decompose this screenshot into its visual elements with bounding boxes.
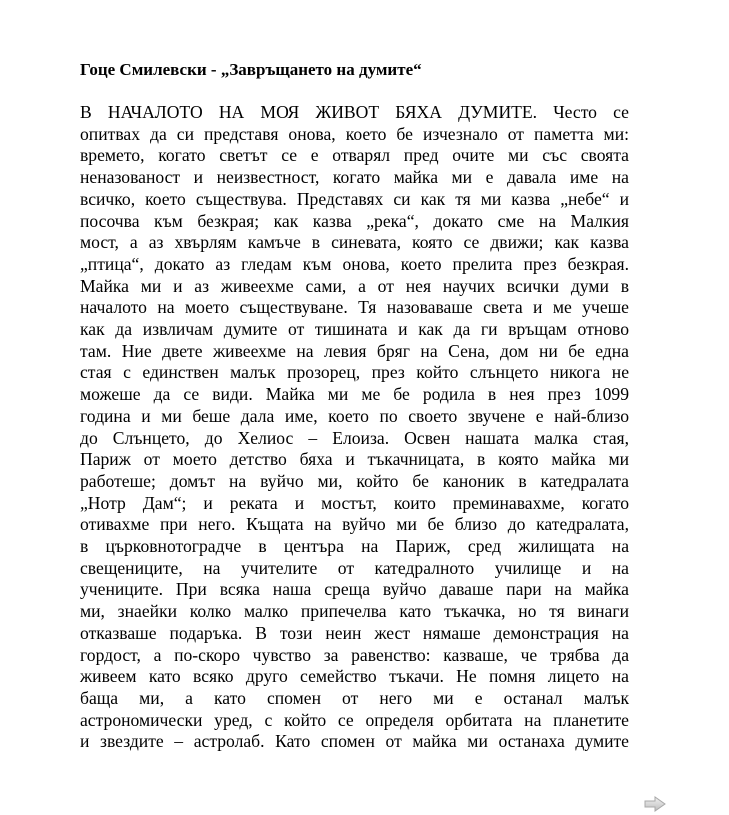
text-line: мост, а аз хвърлям камъче в синевата, която се движи; как казва <box>80 232 629 253</box>
text-line: работеше; домът на вуйчо ми, който бе каноник в катедралата <box>80 470 629 491</box>
document-title: Гоце Смилевски - „Завръщането на думите“ <box>80 60 422 79</box>
text-line: ми, знаейки колко малко припечелва като тъкачка, но тя винаги <box>80 601 629 622</box>
text-line: отказваше подаръка. В този неин жест нямаше демонстрация на <box>80 622 629 643</box>
text-line: Париж от моето детство бяха и тъкачницата, в която майка ми <box>80 449 629 470</box>
text-line: всичко, което съществува. Представях си как тя ми казва „небе“ и <box>80 188 629 209</box>
text-line: опитвах да си представя онова, което бе изчезнало от паметта ми: <box>80 123 629 144</box>
text-line: как да извличам думите от тишината и как да ги връщам отново <box>80 319 629 340</box>
text-line: година и ми беше дала име, което по своето звучене е най-близо <box>80 405 629 426</box>
text-line: отивахме при него. Къщата на вуйчо ми бе близо до катедралата, <box>80 514 629 535</box>
text-line: неназованост и неизвестност, когато майка ми е давала име на <box>80 167 629 188</box>
text-line: до Слънцето, до Хелиос – Елоиза. Освен нашата малка стая, <box>80 427 629 448</box>
text-line: стая с единствен малък прозорец, през който слънцето никога не <box>80 362 629 383</box>
text-line: баща ми, а като спомен от него ми е останал малък <box>80 687 629 708</box>
text-line: можеше да се види. Майка ми ме бе родила в нея през 1099 <box>80 384 629 405</box>
text-line: гордост, а по-скоро чувство за равенство: казваше, че трябва да <box>80 644 629 665</box>
text-line: и звездите – астролаб. Като спомен от майка ми останаха думите <box>80 731 629 752</box>
text-line: началото на моето съществуване. Тя назоваваше света и ме учеше <box>80 297 629 318</box>
text-line: живеем като всяко друго семейство тъкачи. Не помня лицето на <box>80 666 629 687</box>
text-line: посочва към безкрая; как казва „река“, докато сме на Малкия <box>80 210 629 231</box>
text-line: астрономически уред, с който се определя орбитата на планетите <box>80 709 629 730</box>
text-line: в църковнотоградче в центъра на Париж, сред жилищата на <box>80 536 629 557</box>
text-line: В НАЧАЛОТО НА МОЯ ЖИВОТ БЯХА ДУМИТЕ. Често се <box>80 102 629 122</box>
text-line: „птица“, докато аз гледам към онова, което прелита през безкрая. <box>80 253 629 274</box>
text-line: учениците. При всяка наша среща вуйчо даваше пари на майка <box>80 579 629 600</box>
text-line: Майка ми и аз живеехме сами, а от нея научих всички думи в <box>80 275 629 296</box>
text-line: свещениците, на учителите от катедралното училище и на <box>80 557 629 578</box>
document-body <box>80 102 629 753</box>
text-line: там. Ние двете живеехме на левия бряг на Сена, дом ни бе една <box>80 340 629 361</box>
right-arrow-icon[interactable] <box>644 796 666 812</box>
text-line: времето, когато светът се е отварял пред очите ми със своята <box>80 145 629 166</box>
text-line: „Нотр Дам“; и реката и мостът, които преминавахме, когато <box>80 492 629 513</box>
